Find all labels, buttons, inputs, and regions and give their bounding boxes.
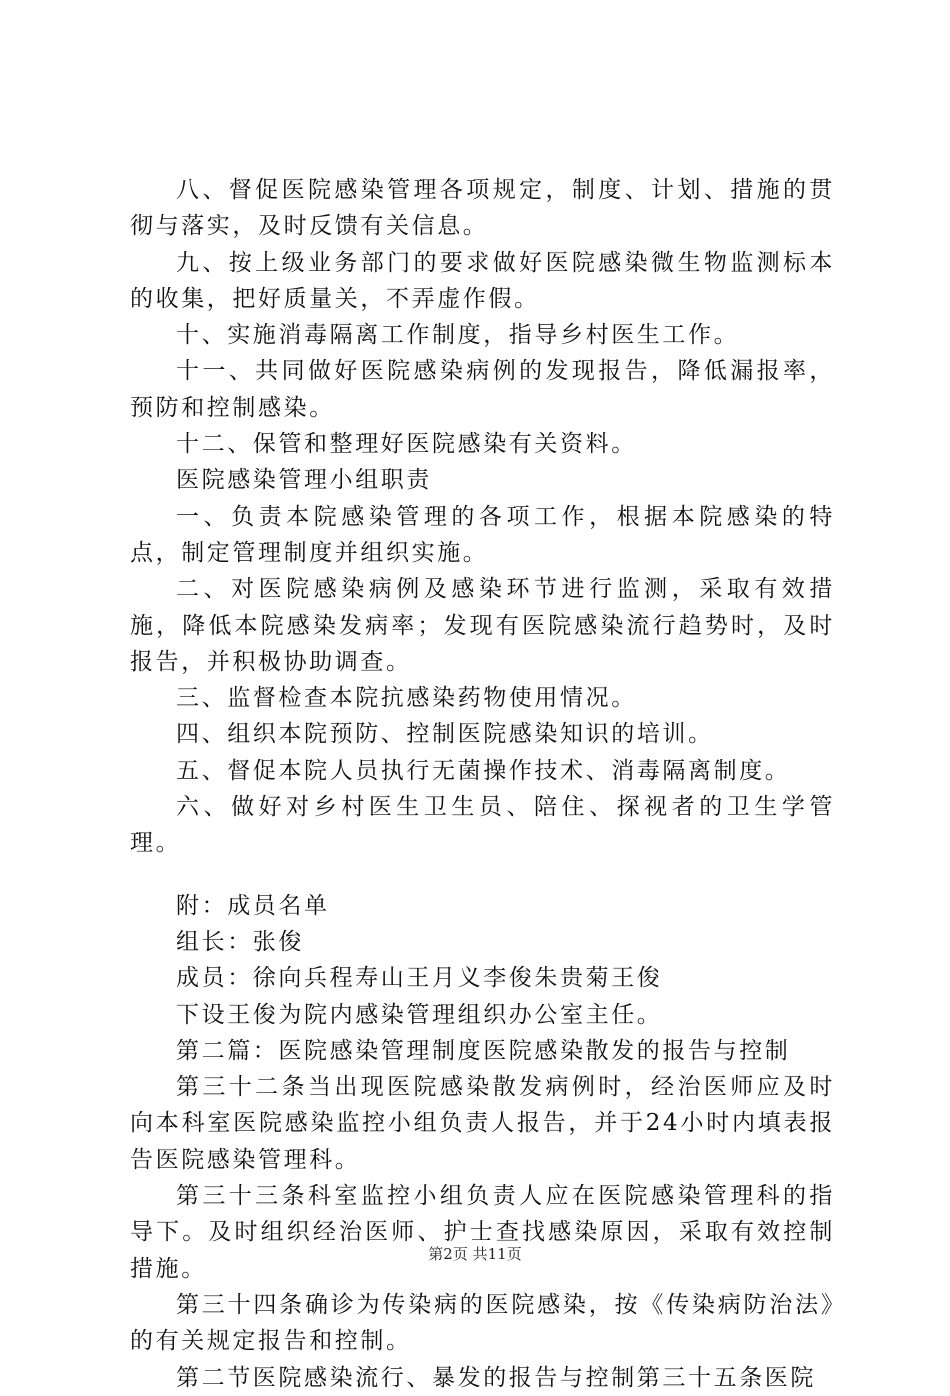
paragraph: 第三十三条科室监控小组负责人应在医院感染管理科的指导下。及时组织经治医师、护士查找感染原因，采取有效控制措施。 <box>130 1183 835 1282</box>
paragraph: 四、组织本院预防、控制医院感染知识的培训。 <box>176 721 714 748</box>
paragraph-spacer <box>130 862 835 888</box>
paragraph: 一、负责本院感染管理的各项工作，根据本院感染的特点，制定管理制度并组织实施。 <box>130 503 835 566</box>
paragraph: 十、实施消毒隔离工作制度，指导乡村医生工作。 <box>176 322 740 349</box>
chapter-heading: 第二篇：医院感染管理制度医院感染散发的报告与控制 <box>176 1037 791 1064</box>
section-heading: 医院感染管理小组职责 <box>176 467 432 494</box>
attachment-heading: 附：成员名单 <box>176 892 330 919</box>
paragraph: 十一、共同做好医院感染病例的发现报告，降低漏报率，预防和控制感染。 <box>130 358 835 421</box>
paragraph: 下设王俊为院内感染管理组织办公室主任。 <box>176 1001 663 1028</box>
paragraph: 第三十四条确诊为传染病的医院感染，按《传染病防治法》的有关规定报告和控制。 <box>130 1291 835 1355</box>
paragraph: 六、做好对乡村医生卫生员、陪住、探视者的卫生学管理。 <box>130 794 835 857</box>
document-body <box>130 172 835 1396</box>
paragraph: 第二节医院感染流行、暴发的报告与控制第三十五条医院 <box>176 1364 816 1391</box>
paragraph: 三、监督检查本院抗感染药物使用情况。 <box>176 685 637 712</box>
paragraph: 十二、保管和整理好医院感染有关资料。 <box>176 431 637 458</box>
group-members: 成员：徐向兵程寿山王月义李俊朱贵菊王俊 <box>176 965 663 992</box>
paragraph: 第三十二条当出现医院感染散发病例时，经治医师应及时向本科室医院感染监控小组负责人报告，并于24小时内填表报告医院感染管理科。 <box>130 1074 835 1173</box>
paragraph: 八、督促医院感染管理各项规定，制度、计划、措施的贯彻与落实，及时反馈有关信息。 <box>130 177 835 240</box>
page-number: 第2页 共11页 <box>428 1245 522 1263</box>
paragraph: 九、按上级业务部门的要求做好医院感染微生物监测标本的收集，把好质量关，不弄虚作假。 <box>130 249 835 312</box>
paragraph: 二、对医院感染病例及感染环节进行监测，采取有效措施，降低本院感染发病率；发现有医院感染流行趋势时，及时报告，并积极协助调查。 <box>130 576 835 675</box>
group-leader: 组长：张俊 <box>176 928 304 955</box>
paragraph: 五、督促本院人员执行无菌操作技术、消毒隔离制度。 <box>176 757 791 784</box>
